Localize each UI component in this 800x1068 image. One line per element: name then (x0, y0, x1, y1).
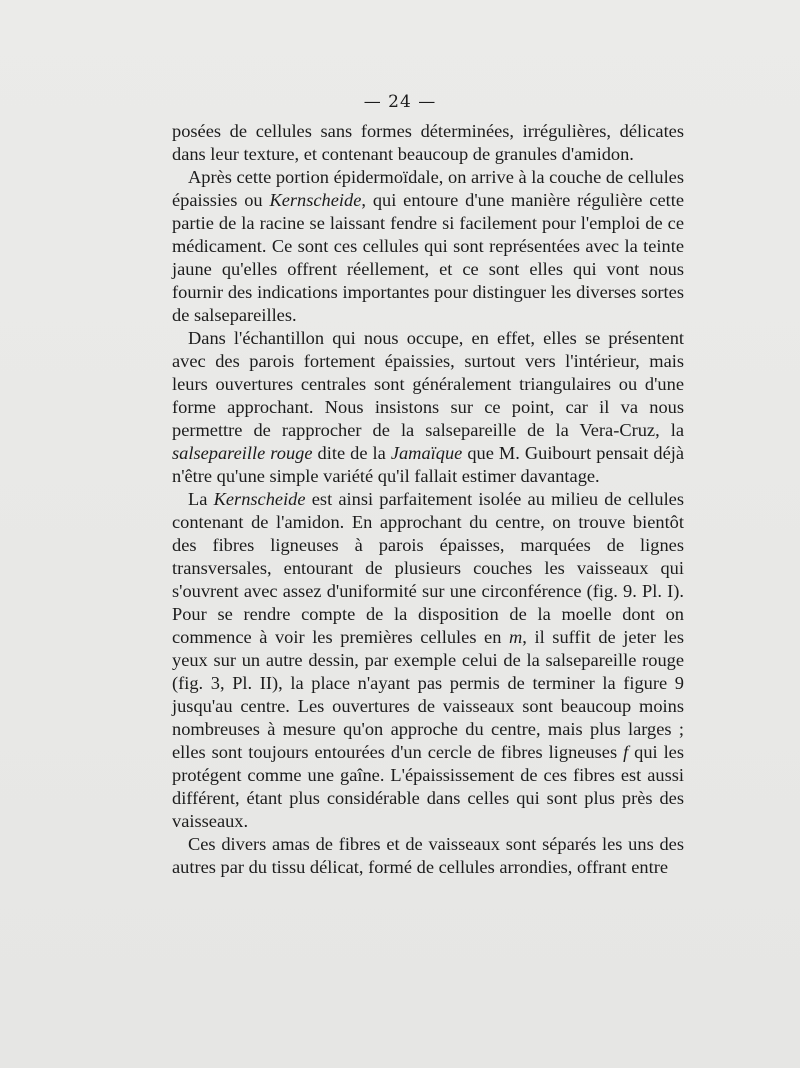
paragraph-2-part-c: , qui entoure d'une manière régulière cette partie de la racine se laissant fendre si facilement pour l'emploi de ce médicament. Ce sont ces cellules qui sont représentées avec la teinte jaune qu'elles offrent réellement, et ce sont elles qui vont nous fournir des indications importantes pour distinguer les diverses sortes de salsepareilles. (172, 190, 684, 325)
paragraph-4 (172, 488, 684, 833)
paragraph-3-part-c: dite de la (312, 443, 391, 463)
italic-kernscheide: Kernscheide (269, 190, 362, 210)
paragraph-5: Ces divers amas de fibres et de vaisseaux sont séparés les uns des autres par du tissu délicat, formé de cellules arrondies, offrant entre (172, 834, 684, 877)
italic-jamaique: Jamaïque (390, 443, 463, 463)
paragraph-3-part-e: que M. Guibourt pensait déjà n'être qu'une simple variété qu'il fallait estimer davantage. (172, 443, 685, 486)
paragraph-2 (172, 166, 684, 327)
italic-kernscheide-2: Kernscheide (213, 489, 306, 509)
paragraph-4-part-c: est ainsi parfaitement isolée au milieu de cellules contenant de l'amidon. En approchant du centre, on trouve bientôt des fibres ligneuses à parois épaisses, marquées de lignes transversales, entourant de plusieurs couches les vaisseaux qui s'ouvrent avec assez d'uniformité sur une circonférence (fig. 9. Pl. I). Pour se rendre compte de la disposition de la moelle dont on commence à voir les premières cellules en (172, 489, 685, 647)
paragraph-4-part-g: qui les protégent comme une gaîne. L'épaississement de ces fibres est aussi différent, étant plus considérable dans celles qui sont plus près des vaisseaux. (172, 742, 685, 831)
paragraph-1: posées de cellules sans formes déterminées, irrégulières, délicates dans leur texture, et contenant beaucoup de granules d'amidon. (172, 121, 684, 164)
paragraph-2-part-a: Après cette portion épidermoïdale, on arrive à la couche de cellules épaissies ou (172, 167, 684, 210)
body-text (172, 120, 684, 879)
italic-f: f (623, 742, 629, 762)
page-number: — 24 — (363, 92, 437, 112)
paragraph-4-part-a: La (188, 489, 214, 509)
paragraph-3 (172, 327, 684, 488)
paragraph-4-part-e: , il suffit de jeter les yeux sur un autre dessin, par exemple celui de la salsepareille rouge (fig. 3, Pl. II), la place n'ayant pas permis de terminer la figure 9 jusqu'au centre. Les ouvertures de vaisseaux sont beaucoup moins nombreuses à mesure qu'on approche du centre, mais plus larges ; elles sont toujours entourées d'un cercle de fibres ligneuses (172, 627, 684, 762)
paragraph-3-part-a: Dans l'échantillon qui nous occupe, en effet, elles se présentent avec des parois fortement épaissies, surtout vers l'intérieur, mais leurs ouvertures centrales sont généralement triangulaires ou d'une forme approchant. Nous insistons sur ce point, car il va nous permettre de rapprocher de la salsepareille de la Vera-Cruz, la (172, 328, 684, 440)
italic-m: m (509, 627, 523, 647)
italic-salsepareille-rouge: salsepareille rouge (172, 443, 313, 463)
